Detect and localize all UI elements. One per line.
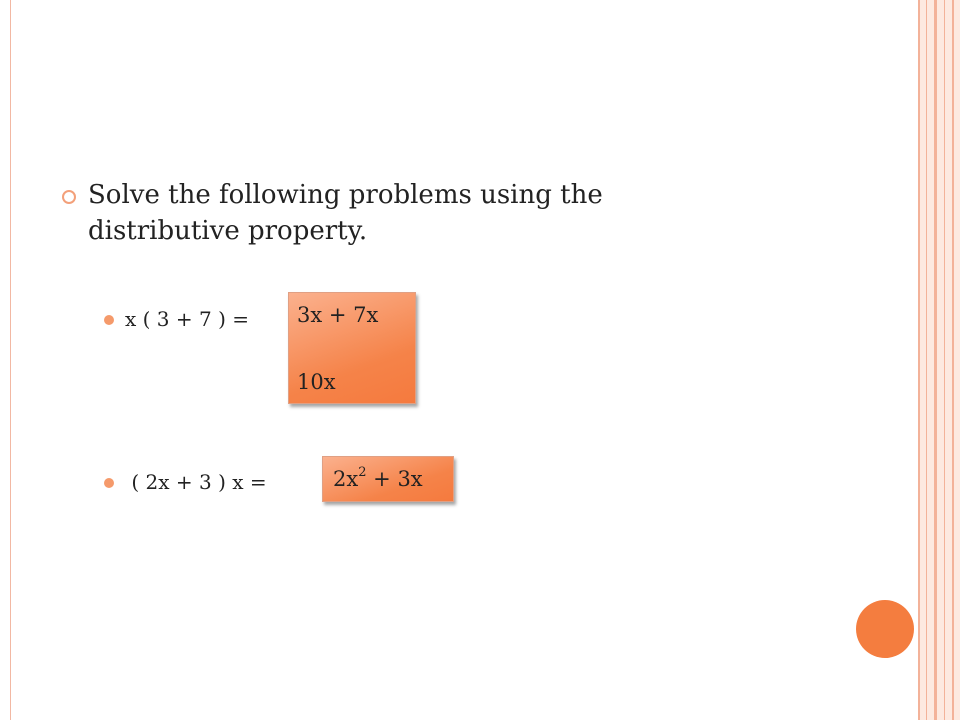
problem-2-answer-base: 2x	[333, 467, 359, 491]
slide-frame-line	[944, 0, 945, 720]
problem-1-answer-line-2: 10x	[297, 370, 336, 394]
problem-2-expression: ( 2x + 3 ) x =	[125, 470, 267, 494]
problem-2-bullet-icon	[104, 478, 114, 488]
problem-1-answer-box[interactable]	[288, 292, 416, 404]
problem-1-answer-line-1: 3x + 7x	[297, 303, 379, 327]
problem-2-answer-exponent: 2	[358, 465, 367, 480]
problem-2-answer-rest: + 3x	[366, 467, 423, 491]
problem-1-expression: x ( 3 + 7 ) =	[125, 307, 249, 331]
slide-frame-line	[918, 0, 920, 720]
slide-frame-line	[952, 0, 954, 720]
heading-bullet-icon	[62, 190, 76, 204]
heading-text: Solve the following problems using the distributive property.	[88, 180, 603, 246]
problem-2-answer	[333, 467, 423, 491]
slide-frame-line	[926, 0, 927, 720]
problem-2-answer-box[interactable]	[322, 456, 454, 502]
decorative-orange-circle	[856, 600, 914, 658]
slide-frame-line	[934, 0, 937, 720]
slide-frame-left-line	[10, 0, 11, 720]
problem-1-bullet-icon	[104, 315, 114, 325]
